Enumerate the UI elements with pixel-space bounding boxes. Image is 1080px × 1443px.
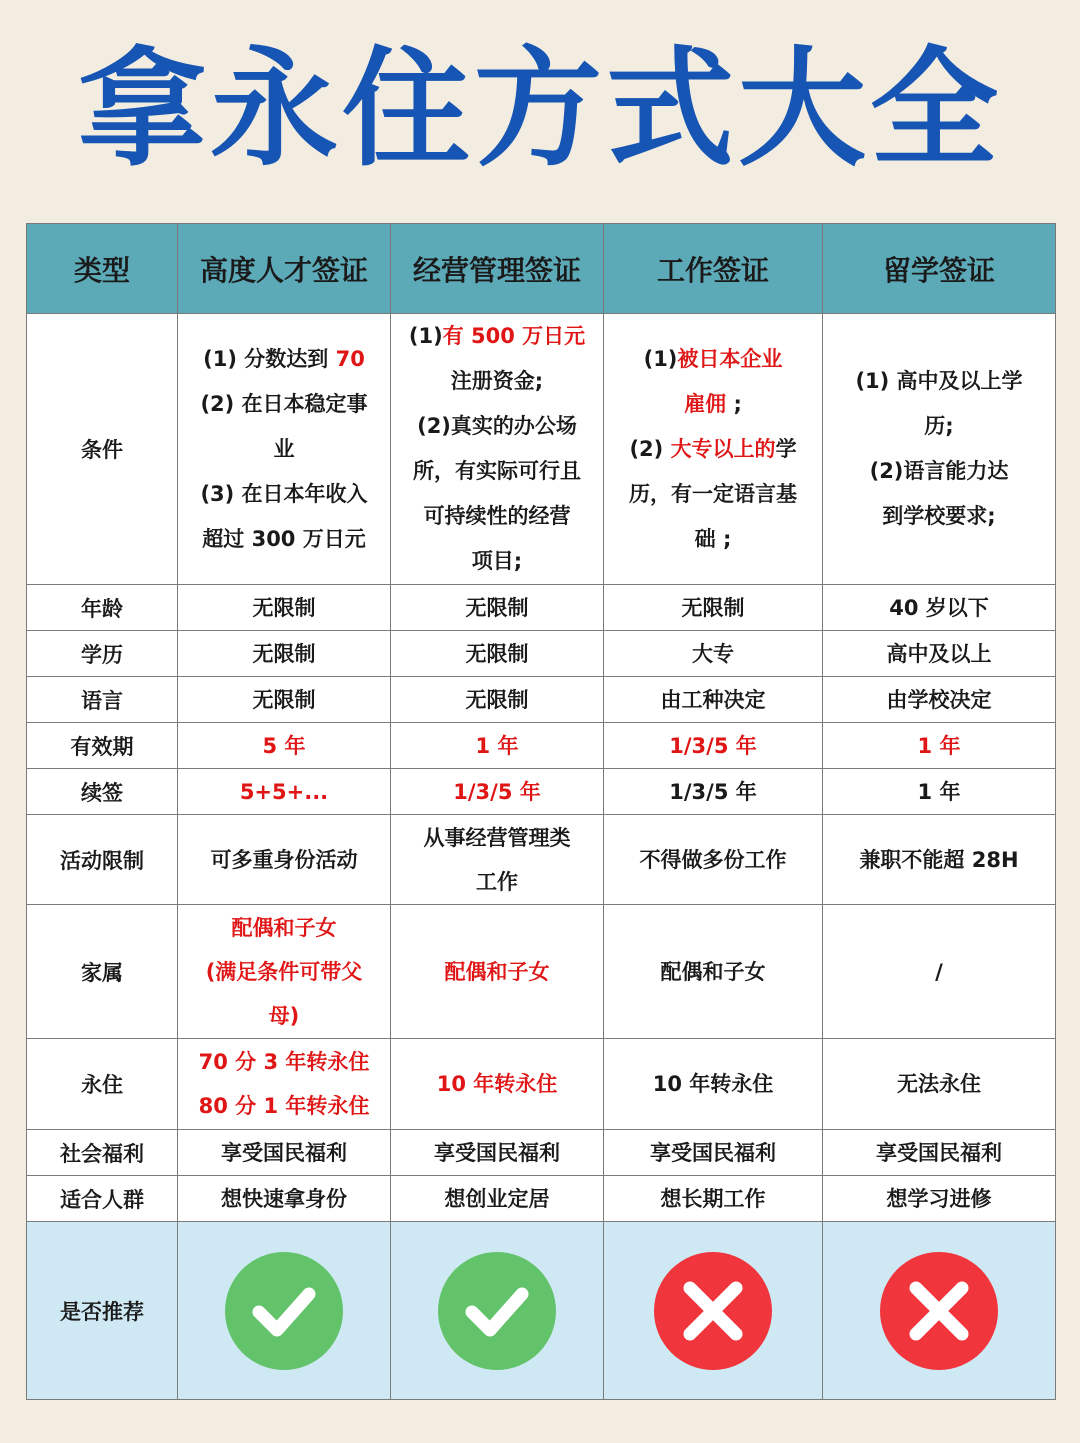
cell-text: 80 分 1 年转永住	[198, 1094, 370, 1118]
table-cell	[178, 677, 391, 723]
cell-text: 40 岁以下	[889, 595, 989, 620]
cell-text: 享受国民福利	[876, 1140, 1002, 1165]
table-cell	[178, 631, 391, 677]
cell-text: 70 分 3 年转永住	[198, 1050, 370, 1074]
cell-text: 无限制	[465, 595, 529, 620]
recommend-row	[27, 1222, 1056, 1400]
table-cell	[604, 769, 823, 815]
cell-text: 1/3/5 年	[453, 779, 541, 804]
condition-text: (2)真实的办公场	[417, 414, 577, 438]
condition-line	[186, 472, 382, 517]
cell-text: 配偶和子女	[231, 915, 337, 940]
table-cell	[823, 585, 1056, 631]
cell-text: 配偶和子女	[444, 959, 550, 984]
table-cell	[178, 905, 391, 1039]
table-cell	[391, 1176, 604, 1222]
cell-text: 由工种决定	[660, 687, 766, 712]
condition-gongzuo	[604, 314, 823, 585]
cell-text: 5+5+...	[239, 779, 329, 804]
row-label: 永住	[27, 1039, 178, 1130]
cell-text: 享受国民福利	[221, 1140, 347, 1165]
condition-line	[399, 494, 595, 539]
condition-text: (1)	[643, 346, 678, 371]
condition-text: 业	[273, 436, 295, 461]
table-cell	[823, 1176, 1056, 1222]
table-cell	[391, 723, 604, 769]
condition-text: 所，有实际可行且	[413, 459, 581, 483]
condition-text: 注册资金;	[450, 369, 544, 393]
table-cell	[823, 769, 1056, 815]
condition-text: (2) 在日本稳定事	[200, 391, 368, 416]
header-type: 类型	[27, 224, 178, 314]
condition-line	[399, 359, 595, 404]
conditions-row	[27, 314, 1056, 585]
cell-text: 想创业定居	[444, 1186, 550, 1211]
table-cell	[391, 905, 604, 1039]
recommend-cell	[604, 1222, 823, 1400]
cell-text: 由学校决定	[886, 687, 992, 712]
table-cell	[604, 677, 823, 723]
condition-line	[612, 427, 814, 472]
cell-text: 享受国民福利	[434, 1140, 560, 1165]
condition-line	[612, 382, 814, 427]
table-cell	[178, 1039, 391, 1130]
table-row	[27, 723, 1056, 769]
cell-text: 母)	[268, 1003, 300, 1028]
condition-text: (2)	[629, 436, 671, 461]
header-gaodu: 高度人才签证	[178, 224, 391, 314]
condition-line	[831, 449, 1047, 494]
condition-text: ;	[726, 391, 742, 416]
table-cell	[823, 677, 1056, 723]
table-cell	[604, 631, 823, 677]
header-jingying: 经营管理签证	[391, 224, 604, 314]
condition-text: 超过 300 万日元	[202, 526, 366, 551]
condition-text: 础 ;	[694, 526, 732, 551]
condition-line	[186, 517, 382, 562]
cell-text: 1 年	[917, 779, 961, 804]
table-row	[27, 1039, 1056, 1130]
condition-line	[612, 517, 814, 562]
cell-text: 10 年转永住	[652, 1072, 774, 1096]
cell-text: 可多重身份活动	[210, 847, 358, 872]
cell-text: 1 年	[475, 733, 519, 758]
condition-text: 被日本企业	[677, 346, 783, 371]
condition-text: 雇佣	[684, 391, 727, 416]
cell-text: 无法永住	[897, 1072, 981, 1096]
recommend-cell	[391, 1222, 604, 1400]
page-title: 拿永住方式大全	[77, 35, 1002, 184]
table-cell	[391, 1039, 604, 1130]
cell-text: 无限制	[252, 595, 316, 620]
cell-text: 无限制	[252, 687, 316, 712]
row-label-conditions: 条件	[27, 314, 178, 585]
condition-line	[831, 494, 1047, 539]
row-label: 有效期	[27, 723, 178, 769]
table-cell	[178, 723, 391, 769]
condition-line	[399, 314, 595, 359]
table-cell	[604, 723, 823, 769]
cell-text: (满足条件可带父	[205, 959, 363, 984]
row-label: 语言	[27, 677, 178, 723]
cell-text: 大专	[692, 641, 734, 666]
cell-text: 想学习进修	[886, 1186, 992, 1211]
table-cell	[178, 1176, 391, 1222]
condition-text: (2)语言能力达	[869, 459, 1009, 483]
table-cell	[823, 815, 1056, 905]
condition-line	[831, 404, 1047, 449]
cell-text: 1/3/5 年	[669, 733, 757, 758]
condition-text: 历，有一定语言基	[629, 481, 797, 506]
cell-text: 无限制	[681, 595, 745, 620]
row-label: 年龄	[27, 585, 178, 631]
condition-text: 可持续性的经营	[423, 504, 571, 528]
cell-text: 想长期工作	[660, 1186, 766, 1211]
table-row	[27, 905, 1056, 1039]
condition-text: (1) 分数达到	[203, 346, 336, 371]
header-gongzuo: 工作签证	[604, 224, 823, 314]
table-cell	[178, 1130, 391, 1176]
cell-text: 无限制	[465, 687, 529, 712]
table-cell	[823, 723, 1056, 769]
table-cell	[823, 1130, 1056, 1176]
table-cell	[823, 905, 1056, 1039]
cell-text: 从事经营管理类	[423, 825, 571, 850]
table-cell	[178, 769, 391, 815]
check-icon	[225, 1252, 343, 1370]
cell-text: 享受国民福利	[650, 1140, 776, 1165]
check-icon	[438, 1252, 556, 1370]
row-label: 活动限制	[27, 815, 178, 905]
header-row	[27, 224, 1056, 314]
condition-jingying	[391, 314, 604, 585]
row-label: 学历	[27, 631, 178, 677]
cell-text: 工作	[476, 869, 518, 894]
condition-text: 历;	[924, 414, 954, 438]
condition-line	[186, 337, 382, 382]
condition-text: 有 500 万日元	[442, 324, 586, 348]
condition-line	[399, 449, 595, 494]
condition-line	[186, 427, 382, 472]
table-cell	[604, 1176, 823, 1222]
condition-text: 70	[335, 346, 365, 371]
table-cell	[391, 677, 604, 723]
table-cell	[604, 905, 823, 1039]
condition-text: (3) 在日本年收入	[200, 481, 368, 506]
table-cell	[391, 815, 604, 905]
condition-text: 项目;	[471, 549, 523, 573]
cell-text: 无限制	[252, 641, 316, 666]
row-label: 社会福利	[27, 1130, 178, 1176]
condition-line	[399, 404, 595, 449]
table-cell	[391, 1130, 604, 1176]
cell-text: 1/3/5 年	[669, 779, 757, 804]
table-row	[27, 815, 1056, 905]
cell-text: /	[935, 959, 943, 984]
table-cell	[604, 585, 823, 631]
cell-text: 高中及以上	[886, 641, 992, 666]
condition-text: (1)	[408, 324, 443, 348]
row-label: 续签	[27, 769, 178, 815]
condition-gaodu	[178, 314, 391, 585]
condition-text: 学	[775, 436, 797, 461]
table-cell	[391, 585, 604, 631]
cell-text: 无限制	[465, 641, 529, 666]
cell-text: 10 年转永住	[436, 1072, 558, 1096]
cell-text: 兼职不能超 28H	[859, 847, 1019, 872]
cross-icon	[654, 1252, 772, 1370]
condition-line	[612, 337, 814, 382]
table-cell	[604, 815, 823, 905]
cross-icon	[880, 1252, 998, 1370]
cell-text: 想快速拿身份	[221, 1186, 347, 1211]
condition-text: 到学校要求;	[882, 504, 996, 528]
table-row	[27, 631, 1056, 677]
table-row	[27, 1130, 1056, 1176]
table-row	[27, 1176, 1056, 1222]
table-cell	[178, 815, 391, 905]
table-row	[27, 769, 1056, 815]
table-cell	[391, 769, 604, 815]
table-cell	[178, 585, 391, 631]
condition-liuxue	[823, 314, 1056, 585]
comparison-table	[26, 223, 1056, 1400]
recommend-cell	[823, 1222, 1056, 1400]
condition-text: (1) 高中及以上学	[855, 369, 1023, 393]
table-cell	[391, 631, 604, 677]
recommend-cell	[178, 1222, 391, 1400]
table-cell	[604, 1039, 823, 1130]
cell-text: 1 年	[917, 733, 961, 758]
table-cell	[604, 1130, 823, 1176]
condition-line	[399, 539, 595, 584]
condition-text: 大专以上的	[670, 436, 776, 461]
row-label: 适合人群	[27, 1176, 178, 1222]
table-cell	[823, 631, 1056, 677]
table-cell	[823, 1039, 1056, 1130]
table-row	[27, 677, 1056, 723]
condition-line	[831, 359, 1047, 404]
table-row	[27, 585, 1056, 631]
cell-text: 5 年	[262, 733, 306, 758]
condition-line	[186, 382, 382, 427]
row-label-recommend: 是否推荐	[27, 1222, 178, 1400]
row-label: 家属	[27, 905, 178, 1039]
condition-line	[612, 472, 814, 517]
cell-text: 不得做多份工作	[639, 847, 787, 872]
header-liuxue: 留学签证	[823, 224, 1056, 314]
cell-text: 配偶和子女	[660, 959, 766, 984]
